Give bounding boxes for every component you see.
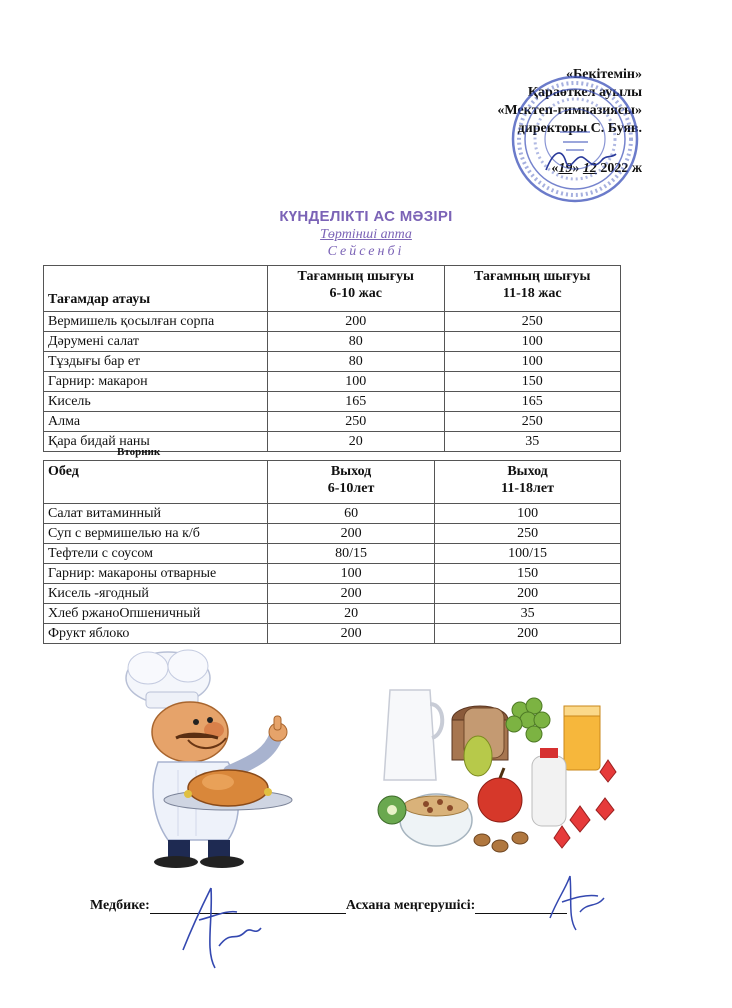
approval-date-month: 12 [582,161,597,176]
table-row [44,312,621,332]
kz-header-6-10-line1: Тағамның шығуы [297,269,414,284]
menu-week: Төртінші апта [320,227,412,242]
portion-11-18: 150 [435,564,621,584]
approval-line-4: директоры С. Буяв. [517,121,642,136]
dish-name: Алма [44,412,268,432]
dish-name: Гарнир: макарон [44,372,268,392]
table-row [44,412,621,432]
menu-day: Сейсенбі [327,244,405,259]
portion-11-18: 250 [444,412,621,432]
portion-6-10: 200 [268,624,435,644]
dish-name: Фрукт яблоко [44,624,268,644]
table-row [44,332,621,352]
dish-name: Суп с вермишелью на к/б [44,524,268,544]
kitchen-head-signature-icon [540,868,610,938]
portion-6-10: 80 [268,332,445,352]
kz-header-dish: Тағамдар атауы [44,266,268,312]
ru-table-header [44,461,621,504]
approval-date-year: 2022 ж [600,161,642,176]
dish-name: Салат витаминный [44,504,268,524]
ru-header-6-10-line1: Выход [330,464,372,479]
ru-header-6-10 [268,461,435,504]
table-row [44,524,621,544]
approval-line-3: «Мектеп-гимназиясы» [497,103,642,118]
portion-11-18: 200 [435,624,621,644]
portion-6-10: 200 [268,312,445,332]
table-row [44,392,621,412]
portion-6-10: 80 [268,352,445,372]
dish-name: Кисель -ягодный [44,584,268,604]
portion-11-18: 100/15 [435,544,621,564]
table-row [44,604,621,624]
dish-name: Вермишель қосылған сорпа [44,312,268,332]
portion-6-10: 250 [268,412,445,432]
footer-signatures [90,898,567,914]
approval-date-day: 19 [558,161,573,176]
healthy-food-illustration-icon [370,660,630,870]
dish-name: Қара бидай наны [44,432,268,452]
ru-menu-table [43,460,621,644]
portion-11-18: 35 [435,604,621,624]
table-row [44,352,621,372]
kz-table-header [44,266,621,312]
ru-header-11-18-line1: Выход [507,464,548,479]
portion-11-18: 100 [444,352,621,372]
portion-11-18: 35 [444,432,621,452]
official-stamp-icon [508,72,642,206]
medic-signature-icon [175,880,265,975]
portion-6-10: 100 [268,372,445,392]
portion-11-18: 100 [435,504,621,524]
portion-6-10: 20 [268,432,445,452]
portion-6-10: 80/15 [268,544,435,564]
kitchen-head-label: Асхана меңгерушісі: [345,898,476,913]
ru-header-11-18 [435,461,621,504]
kz-header-11-18-line2: 11-18 жас [502,286,562,301]
menu-title-block [0,208,732,260]
table-row [44,584,621,604]
approval-line-1: «Бекітемін» [565,67,642,82]
portion-6-10: 60 [268,504,435,524]
ru-header-dish: Обед [44,461,268,504]
approval-line-2: Қараөткел ауылы [527,85,642,100]
tuesday-label: Вторник [117,446,161,458]
table-row [44,372,621,392]
portion-6-10: 165 [268,392,445,412]
director-signature-icon [540,140,620,180]
dish-name: Тұздығы бар ет [44,352,268,372]
kz-header-6-10 [268,266,445,312]
portion-6-10: 200 [268,524,435,544]
portion-11-18: 250 [444,312,621,332]
portion-11-18: 250 [435,524,621,544]
medic-label: Медбике: [90,898,150,913]
portion-6-10: 20 [268,604,435,624]
dish-name: Тефтели с соусом [44,544,268,564]
kz-header-11-18-line1: Тағамның шығуы [474,269,591,284]
ru-header-6-10-line2: 6-10лет [327,481,375,496]
ru-header-11-18-line2: 11-18лет [501,481,554,496]
dish-name: Кисель [44,392,268,412]
portion-6-10: 200 [268,584,435,604]
portion-11-18: 200 [435,584,621,604]
portion-11-18: 100 [444,332,621,352]
kz-header-11-18 [444,266,621,312]
dish-name: Хлеб ржаноОпшеничный [44,604,268,624]
menu-title: КҮНДЕЛІКТІ АС МӘЗІРІ [279,208,453,225]
kz-menu-table [43,265,621,452]
kz-header-6-10-line2: 6-10 жас [329,286,383,301]
table-row [44,564,621,584]
table-row [44,504,621,524]
table-row [44,544,621,564]
approval-date: «19» 12 2022 ж [551,161,642,176]
portion-11-18: 165 [444,392,621,412]
portion-11-18: 150 [444,372,621,392]
chef-illustration-icon [118,640,338,870]
portion-6-10: 100 [268,564,435,584]
dish-name: Дәрумені салат [44,332,268,352]
dish-name: Гарнир: макароны отварные [44,564,268,584]
